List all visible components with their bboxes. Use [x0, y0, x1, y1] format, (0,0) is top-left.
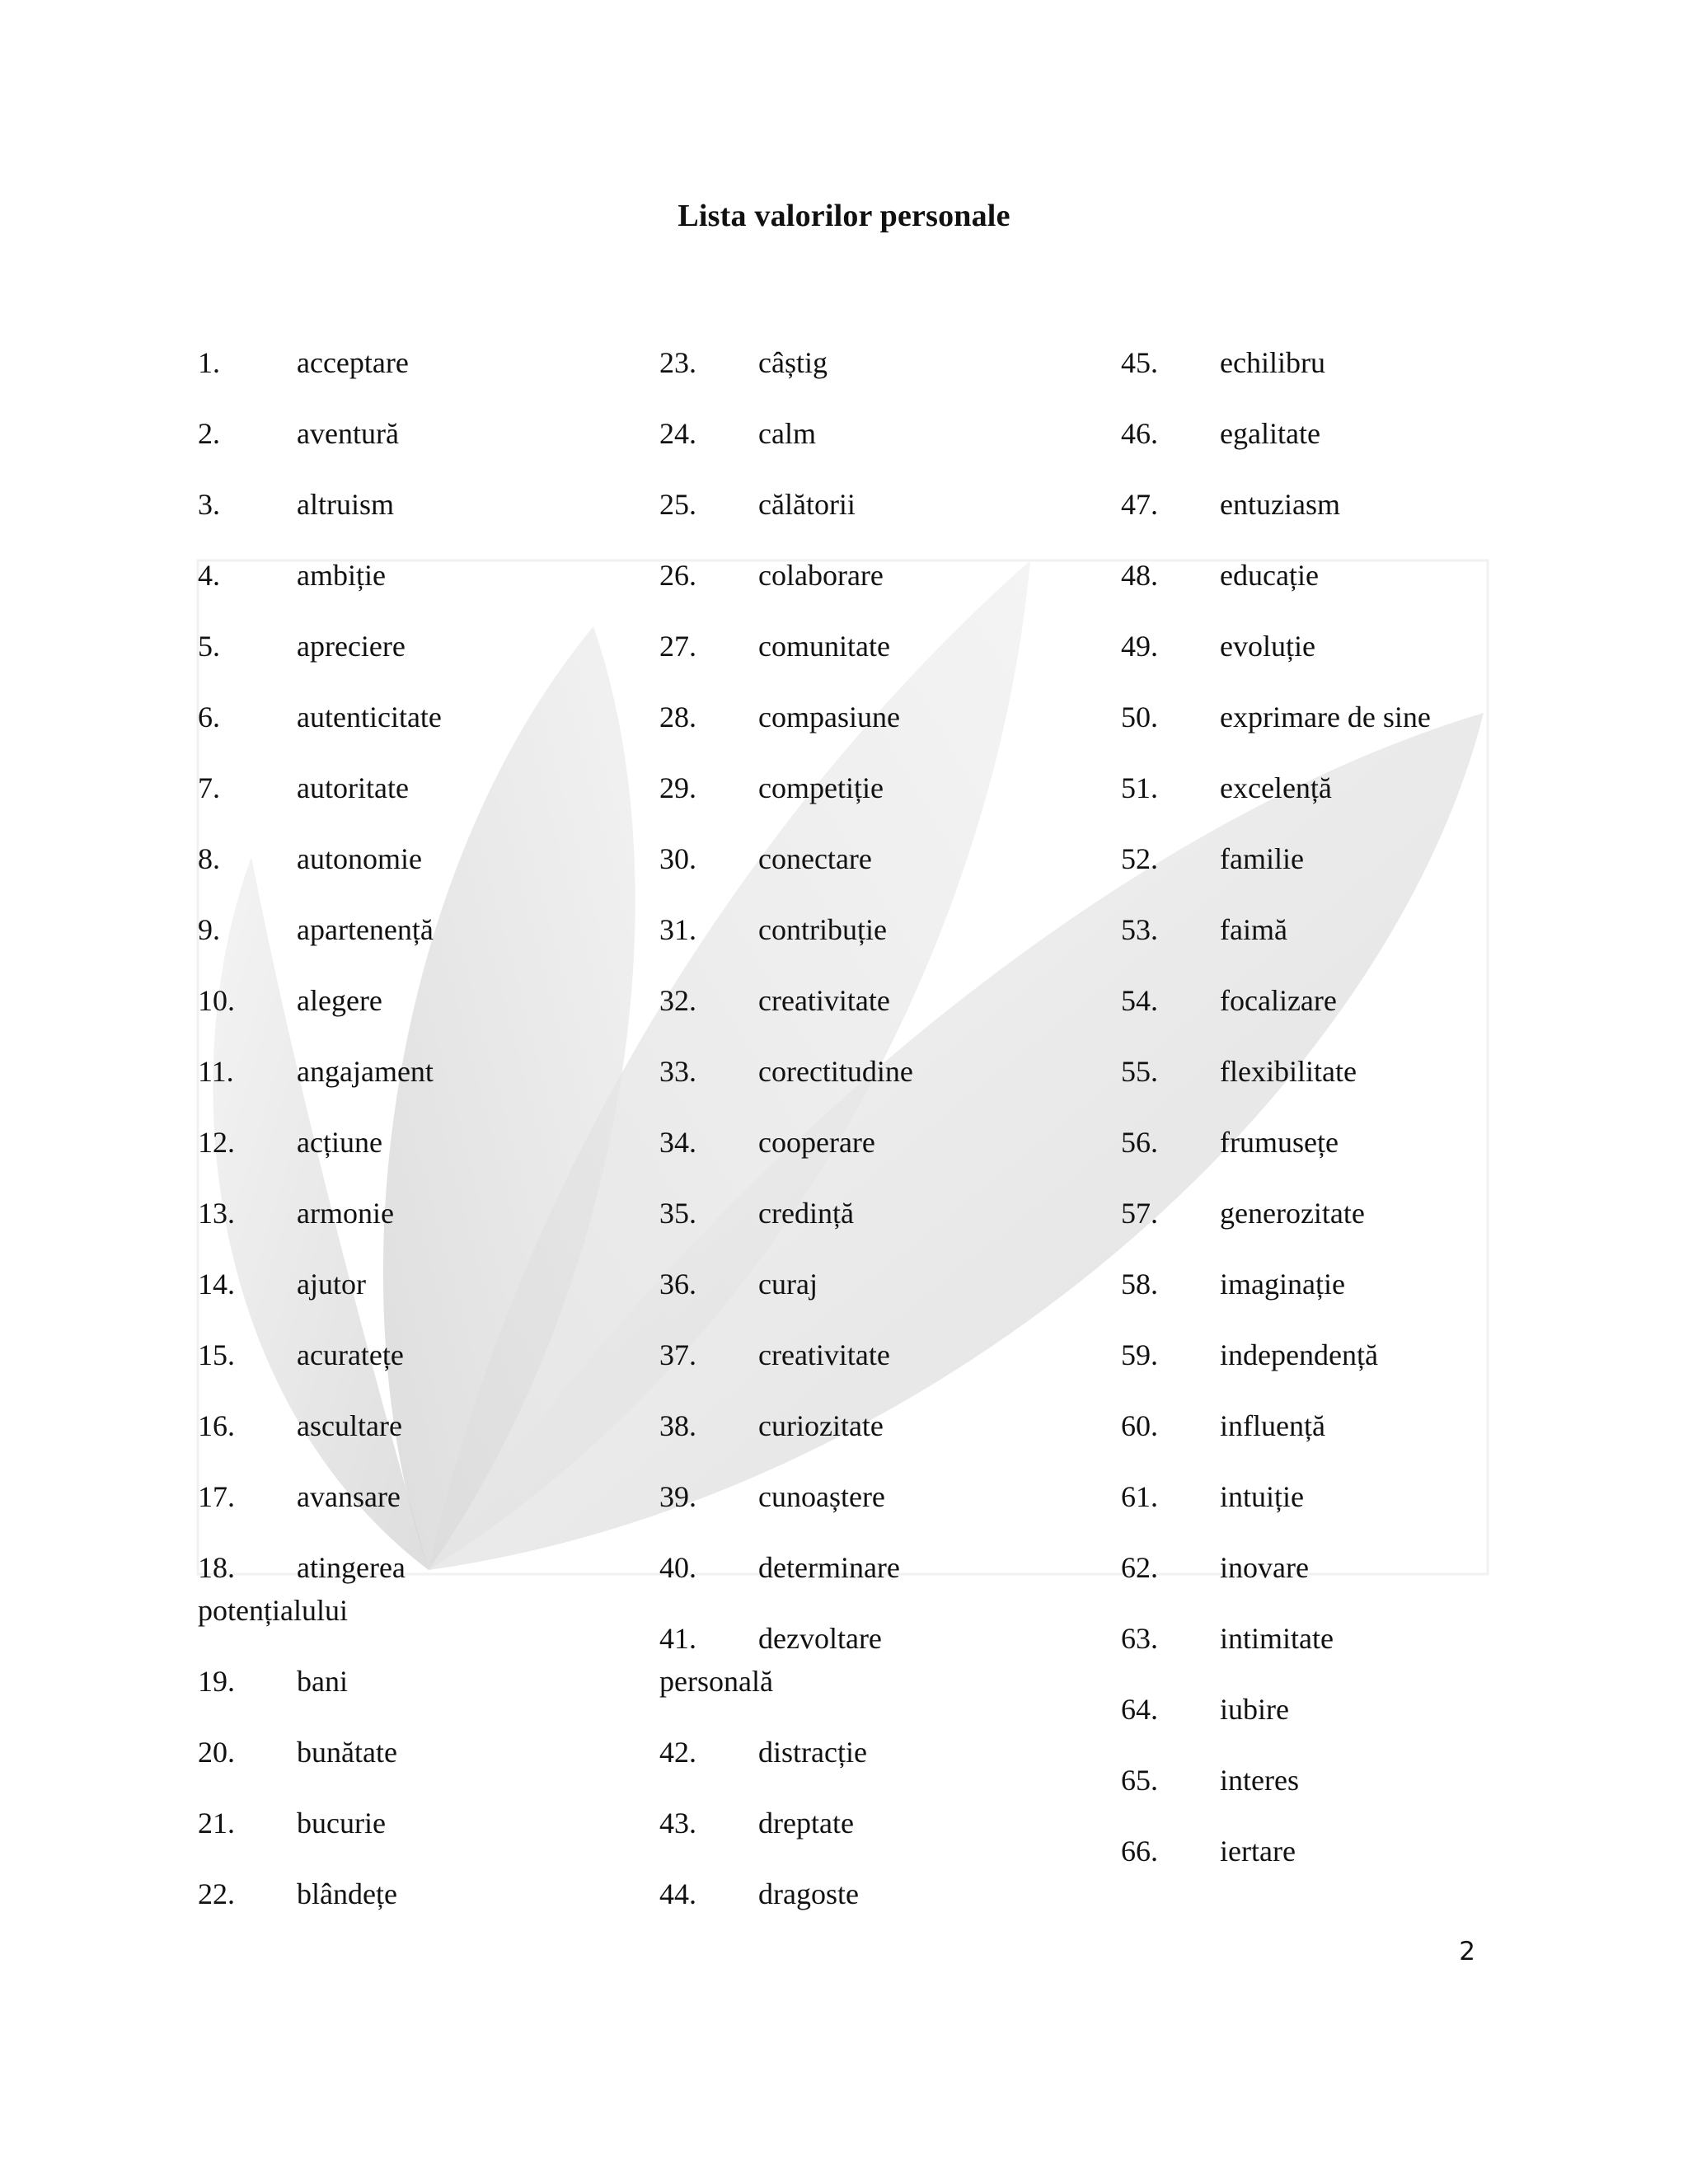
- list-item: [659, 837, 1121, 880]
- values-column-1: [198, 341, 659, 1943]
- item-text: cunoaștere: [758, 1480, 885, 1513]
- list-item: [1121, 1121, 1582, 1164]
- item-text: cooperare: [758, 1126, 875, 1159]
- item-text: excelență: [1220, 771, 1332, 804]
- item-text: frumusețe: [1220, 1126, 1339, 1159]
- list-item: [1121, 908, 1582, 951]
- item-text: imaginație: [1220, 1268, 1345, 1301]
- item-number: 49.: [1121, 630, 1158, 663]
- item-text: corectitudine: [758, 1055, 913, 1088]
- item-text: contribuție: [758, 913, 887, 946]
- item-number: 25.: [659, 488, 696, 521]
- item-number: 47.: [1121, 488, 1158, 521]
- item-text: credință: [758, 1197, 854, 1230]
- list-item: [198, 696, 659, 738]
- item-number: 15.: [198, 1338, 235, 1371]
- item-number: 51.: [1121, 771, 1158, 804]
- item-number: 19.: [198, 1665, 235, 1698]
- item-number: 30.: [659, 842, 696, 875]
- item-text: distracție: [758, 1736, 867, 1769]
- list-item: [659, 1121, 1121, 1164]
- list-item: [198, 1546, 659, 1632]
- list-item: [198, 554, 659, 597]
- item-number: 33.: [659, 1055, 696, 1088]
- item-text: acceptare: [297, 346, 409, 379]
- item-number: 35.: [659, 1197, 696, 1230]
- list-item: [659, 1802, 1121, 1844]
- list-item: [198, 1475, 659, 1518]
- item-text: colaborare: [758, 559, 884, 592]
- list-item: [198, 837, 659, 880]
- list-item: [1121, 341, 1582, 384]
- item-number: 53.: [1121, 913, 1158, 946]
- item-number: 31.: [659, 913, 696, 946]
- list-item: [198, 341, 659, 384]
- list-item: [1121, 766, 1582, 809]
- list-item: [198, 766, 659, 809]
- item-number: 55.: [1121, 1055, 1158, 1088]
- list-item: [659, 766, 1121, 809]
- item-text: ascultare: [297, 1409, 402, 1442]
- list-item: [1121, 696, 1582, 738]
- list-item: [1121, 1050, 1582, 1093]
- list-item: [1121, 1263, 1582, 1305]
- list-item: [659, 1475, 1121, 1518]
- item-number: 14.: [198, 1268, 235, 1301]
- item-text: blândețe: [297, 1877, 397, 1910]
- item-text: dreptate: [758, 1807, 854, 1840]
- item-text: curiozitate: [758, 1409, 884, 1442]
- item-number: 46.: [1121, 417, 1158, 450]
- item-number: 5.: [198, 630, 220, 663]
- item-number: 64.: [1121, 1693, 1158, 1726]
- list-item: [659, 1192, 1121, 1235]
- item-text: evoluție: [1220, 630, 1315, 663]
- list-item: [198, 908, 659, 951]
- item-text: comunitate: [758, 630, 890, 663]
- item-number: 28.: [659, 701, 696, 733]
- list-item: [659, 483, 1121, 526]
- list-item: [198, 1872, 659, 1915]
- list-item: [1121, 1546, 1582, 1589]
- item-text: călătorii: [758, 488, 856, 521]
- item-number: 24.: [659, 417, 696, 450]
- item-number: 9.: [198, 913, 220, 946]
- item-number: 13.: [198, 1197, 235, 1230]
- list-item: [1121, 1688, 1582, 1731]
- list-item: [659, 1546, 1121, 1589]
- item-text: generozitate: [1220, 1197, 1365, 1230]
- item-number: 21.: [198, 1807, 235, 1840]
- item-text: armonie: [297, 1197, 394, 1230]
- list-item: [659, 1617, 1121, 1703]
- item-text: bucurie: [297, 1807, 386, 1840]
- list-item: [198, 979, 659, 1022]
- list-item: [659, 1263, 1121, 1305]
- list-item: [659, 696, 1121, 738]
- values-column-3: [1121, 341, 1582, 1900]
- values-column-2: [659, 341, 1121, 1943]
- item-number: 42.: [659, 1736, 696, 1769]
- item-text: determinare: [758, 1551, 900, 1584]
- list-item: [659, 412, 1121, 455]
- item-text: acuratețe: [297, 1338, 404, 1371]
- list-item: [659, 341, 1121, 384]
- item-number: 37.: [659, 1338, 696, 1371]
- item-text: inovare: [1220, 1551, 1309, 1584]
- item-text: autoritate: [297, 771, 409, 804]
- item-number: 58.: [1121, 1268, 1158, 1301]
- item-text: conectare: [758, 842, 872, 875]
- item-number: 56.: [1121, 1126, 1158, 1159]
- item-text: calm: [758, 417, 816, 450]
- item-text: flexibilitate: [1220, 1055, 1357, 1088]
- list-item: [659, 1731, 1121, 1774]
- item-number: 10.: [198, 984, 235, 1017]
- item-number: 48.: [1121, 559, 1158, 592]
- item-text: acțiune: [297, 1126, 382, 1159]
- list-item: [1121, 1333, 1582, 1376]
- item-text: ambiție: [297, 559, 386, 592]
- item-text: faimă: [1220, 913, 1287, 946]
- item-text: compasiune: [758, 701, 900, 733]
- item-number: 18.: [198, 1551, 235, 1584]
- item-text: câștig: [758, 346, 828, 379]
- item-text: avansare: [297, 1480, 401, 1513]
- item-number: 62.: [1121, 1551, 1158, 1584]
- item-text-continuation: personală: [659, 1665, 773, 1698]
- list-item: [1121, 1759, 1582, 1802]
- item-number: 29.: [659, 771, 696, 804]
- item-text: creativitate: [758, 984, 890, 1017]
- list-item: [198, 1802, 659, 1844]
- item-number: 17.: [198, 1480, 235, 1513]
- item-number: 60.: [1121, 1409, 1158, 1442]
- item-text: entuziasm: [1220, 488, 1340, 521]
- list-item: [198, 625, 659, 668]
- item-text: independență: [1220, 1338, 1378, 1371]
- list-item: [1121, 625, 1582, 668]
- item-number: 38.: [659, 1409, 696, 1442]
- list-item: [659, 908, 1121, 951]
- item-number: 3.: [198, 488, 220, 521]
- item-number: 32.: [659, 984, 696, 1017]
- page-title: Lista valorilor personale: [678, 199, 1010, 233]
- item-text: exprimare de sine: [1220, 701, 1431, 733]
- list-item: [198, 1660, 659, 1703]
- item-text: iertare: [1220, 1835, 1296, 1868]
- item-text: echilibru: [1220, 346, 1325, 379]
- item-number: 36.: [659, 1268, 696, 1301]
- item-number: 2.: [198, 417, 220, 450]
- list-item: [659, 1050, 1121, 1093]
- item-number: 41.: [659, 1622, 696, 1655]
- item-text: dragoste: [758, 1877, 859, 1910]
- item-number: 22.: [198, 1877, 235, 1910]
- item-number: 39.: [659, 1480, 696, 1513]
- item-text: bani: [297, 1665, 348, 1698]
- item-number: 66.: [1121, 1835, 1158, 1868]
- list-item: [1121, 554, 1582, 597]
- item-number: 7.: [198, 771, 220, 804]
- item-number: 63.: [1121, 1622, 1158, 1655]
- item-text: dezvoltare: [758, 1622, 882, 1655]
- list-item: [1121, 1192, 1582, 1235]
- item-text: influență: [1220, 1409, 1325, 1442]
- item-text: egalitate: [1220, 417, 1320, 450]
- list-item: [1121, 1830, 1582, 1872]
- item-text: ajutor: [297, 1268, 366, 1301]
- list-item: [659, 1404, 1121, 1447]
- item-text: iubire: [1220, 1693, 1289, 1726]
- list-item: [659, 1333, 1121, 1376]
- item-number: 4.: [198, 559, 220, 592]
- item-text: educație: [1220, 559, 1319, 592]
- item-number: 6.: [198, 701, 220, 733]
- list-item: [1121, 1475, 1582, 1518]
- list-item: [1121, 1617, 1582, 1660]
- item-number: 8.: [198, 842, 220, 875]
- list-item: [198, 1333, 659, 1376]
- list-item: [659, 625, 1121, 668]
- list-item: [1121, 979, 1582, 1022]
- item-text: creativitate: [758, 1338, 890, 1371]
- item-number: 12.: [198, 1126, 235, 1159]
- item-text: aventură: [297, 417, 399, 450]
- item-number: 54.: [1121, 984, 1158, 1017]
- item-number: 27.: [659, 630, 696, 663]
- item-text: intimitate: [1220, 1622, 1334, 1655]
- list-item: [659, 1872, 1121, 1915]
- item-text: curaj: [758, 1268, 818, 1301]
- item-text: intuiție: [1220, 1480, 1304, 1513]
- item-number: 65.: [1121, 1764, 1158, 1797]
- item-text: angajament: [297, 1055, 434, 1088]
- item-number: 23.: [659, 346, 696, 379]
- item-number: 20.: [198, 1736, 235, 1769]
- item-text: interes: [1220, 1764, 1299, 1797]
- item-text: altruism: [297, 488, 394, 521]
- item-number: 61.: [1121, 1480, 1158, 1513]
- list-item: [1121, 837, 1582, 880]
- list-item: [198, 483, 659, 526]
- list-item: [1121, 412, 1582, 455]
- item-number: 50.: [1121, 701, 1158, 733]
- list-item: [198, 1050, 659, 1093]
- item-text: apreciere: [297, 630, 406, 663]
- item-number: 1.: [198, 346, 220, 379]
- list-item: [1121, 1404, 1582, 1447]
- list-item: [198, 1731, 659, 1774]
- item-number: 44.: [659, 1877, 696, 1910]
- item-text: alegere: [297, 984, 382, 1017]
- item-number: 59.: [1121, 1338, 1158, 1371]
- item-text-continuation: potențialului: [198, 1594, 348, 1627]
- list-item: [198, 1192, 659, 1235]
- item-number: 40.: [659, 1551, 696, 1584]
- item-number: 52.: [1121, 842, 1158, 875]
- item-text: autenticitate: [297, 701, 442, 733]
- list-item: [198, 1121, 659, 1164]
- item-text: competiție: [758, 771, 884, 804]
- item-text: focalizare: [1220, 984, 1337, 1017]
- item-number: 57.: [1121, 1197, 1158, 1230]
- list-item: [1121, 483, 1582, 526]
- item-text: autonomie: [297, 842, 422, 875]
- item-text: atingerea: [297, 1551, 406, 1584]
- item-number: 16.: [198, 1409, 235, 1442]
- item-text: bunătate: [297, 1736, 397, 1769]
- item-text: apartenență: [297, 913, 434, 946]
- item-number: 45.: [1121, 346, 1158, 379]
- list-item: [198, 1263, 659, 1305]
- item-number: 34.: [659, 1126, 696, 1159]
- item-number: 43.: [659, 1807, 696, 1840]
- item-text: familie: [1220, 842, 1304, 875]
- list-item: [198, 1404, 659, 1447]
- page-number: 2: [1459, 1937, 1475, 1966]
- list-item: [659, 554, 1121, 597]
- item-number: 11.: [198, 1055, 234, 1088]
- item-number: 26.: [659, 559, 696, 592]
- list-item: [659, 979, 1121, 1022]
- list-item: [198, 412, 659, 455]
